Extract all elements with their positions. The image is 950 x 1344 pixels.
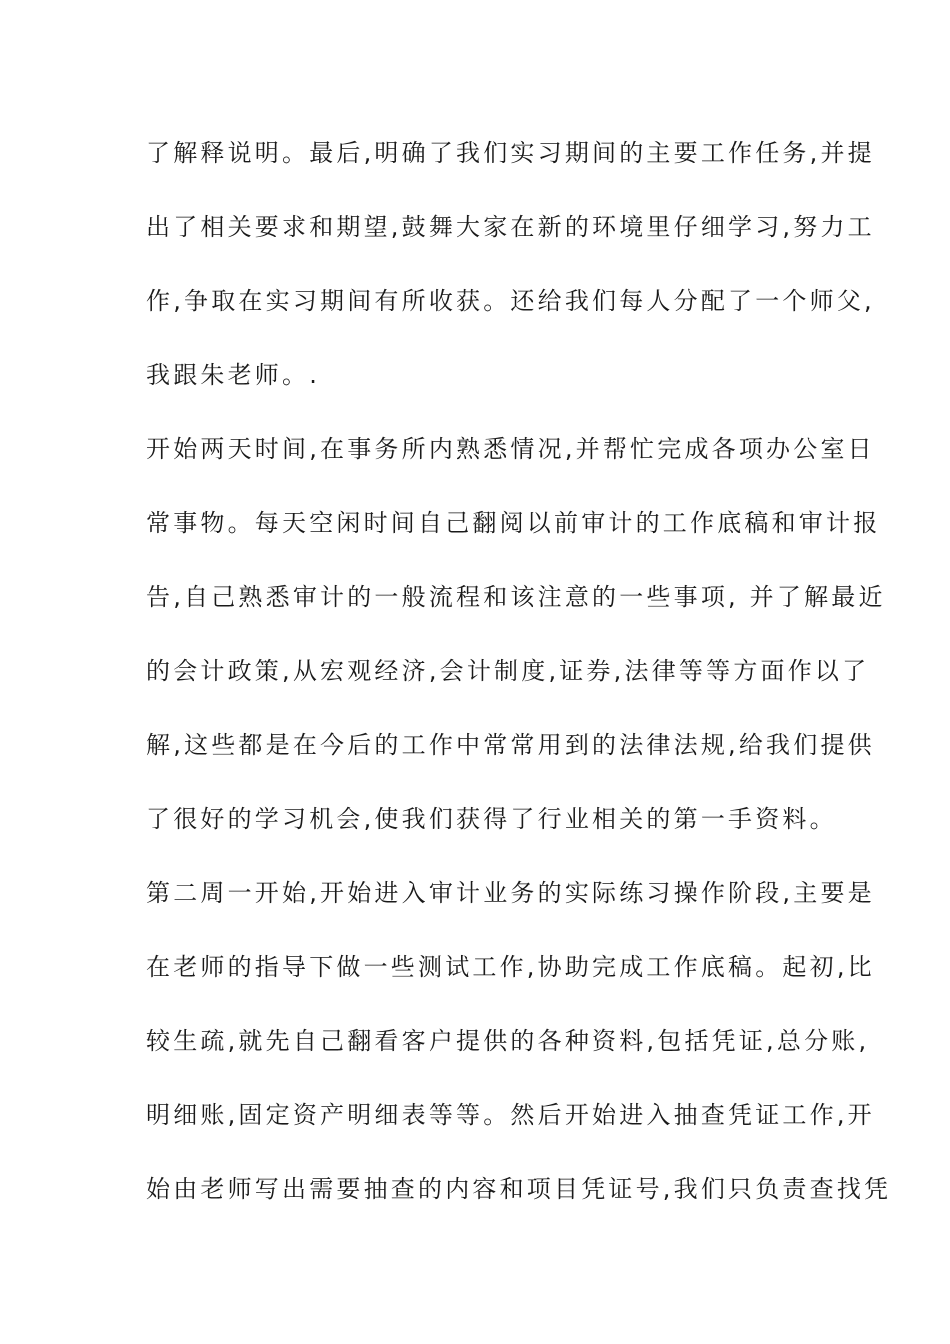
text-line: 明细账,固定资产明细表等等。然后开始进入抽查凭证工作,开 [146, 1101, 875, 1129]
text-line: 始由老师写出需要抽查的内容和项目凭证号,我们只负责查找凭 [146, 1175, 892, 1203]
text-line: 告,自己熟悉审计的一般流程和该注意的一些事项, 并了解最近 [146, 583, 886, 611]
text-line: 较生疏,就先自己翻看客户提供的各种资料,包括凭证,总分账, [146, 1027, 870, 1055]
text-line: 我跟朱老师。. [146, 361, 321, 389]
text-line: 常事物。每天空闲时间自己翻阅以前审计的工作底稿和审计报 [146, 509, 881, 537]
text-line: 解,这些都是在今后的工作中常常用到的法律法规,给我们提供 [146, 731, 875, 759]
text-line: 出了相关要求和期望,鼓舞大家在新的环境里仔细学习,努力工 [146, 213, 875, 241]
text-line: 了解释说明。最后,明确了我们实习期间的主要工作任务,并提 [146, 139, 875, 167]
text-line: 第二周一开始,开始进入审计业务的实际练习操作阶段,主要是 [146, 879, 875, 907]
text-line: 的会计政策,从宏观经济,会计制度,证券,法律等等方面作以了 [146, 657, 870, 685]
text-line: 在老师的指导下做一些测试工作,协助完成工作底稿。起初,比 [146, 953, 875, 981]
text-line: 了很好的学习机会,使我们获得了行业相关的第一手资料。 [146, 805, 837, 833]
text-line: 作,争取在实习期间有所收获。还给我们每人分配了一个师父, [146, 287, 875, 315]
text-line: 开始两天时间,在事务所内熟悉情况,并帮忙完成各项办公室日 [146, 435, 875, 463]
